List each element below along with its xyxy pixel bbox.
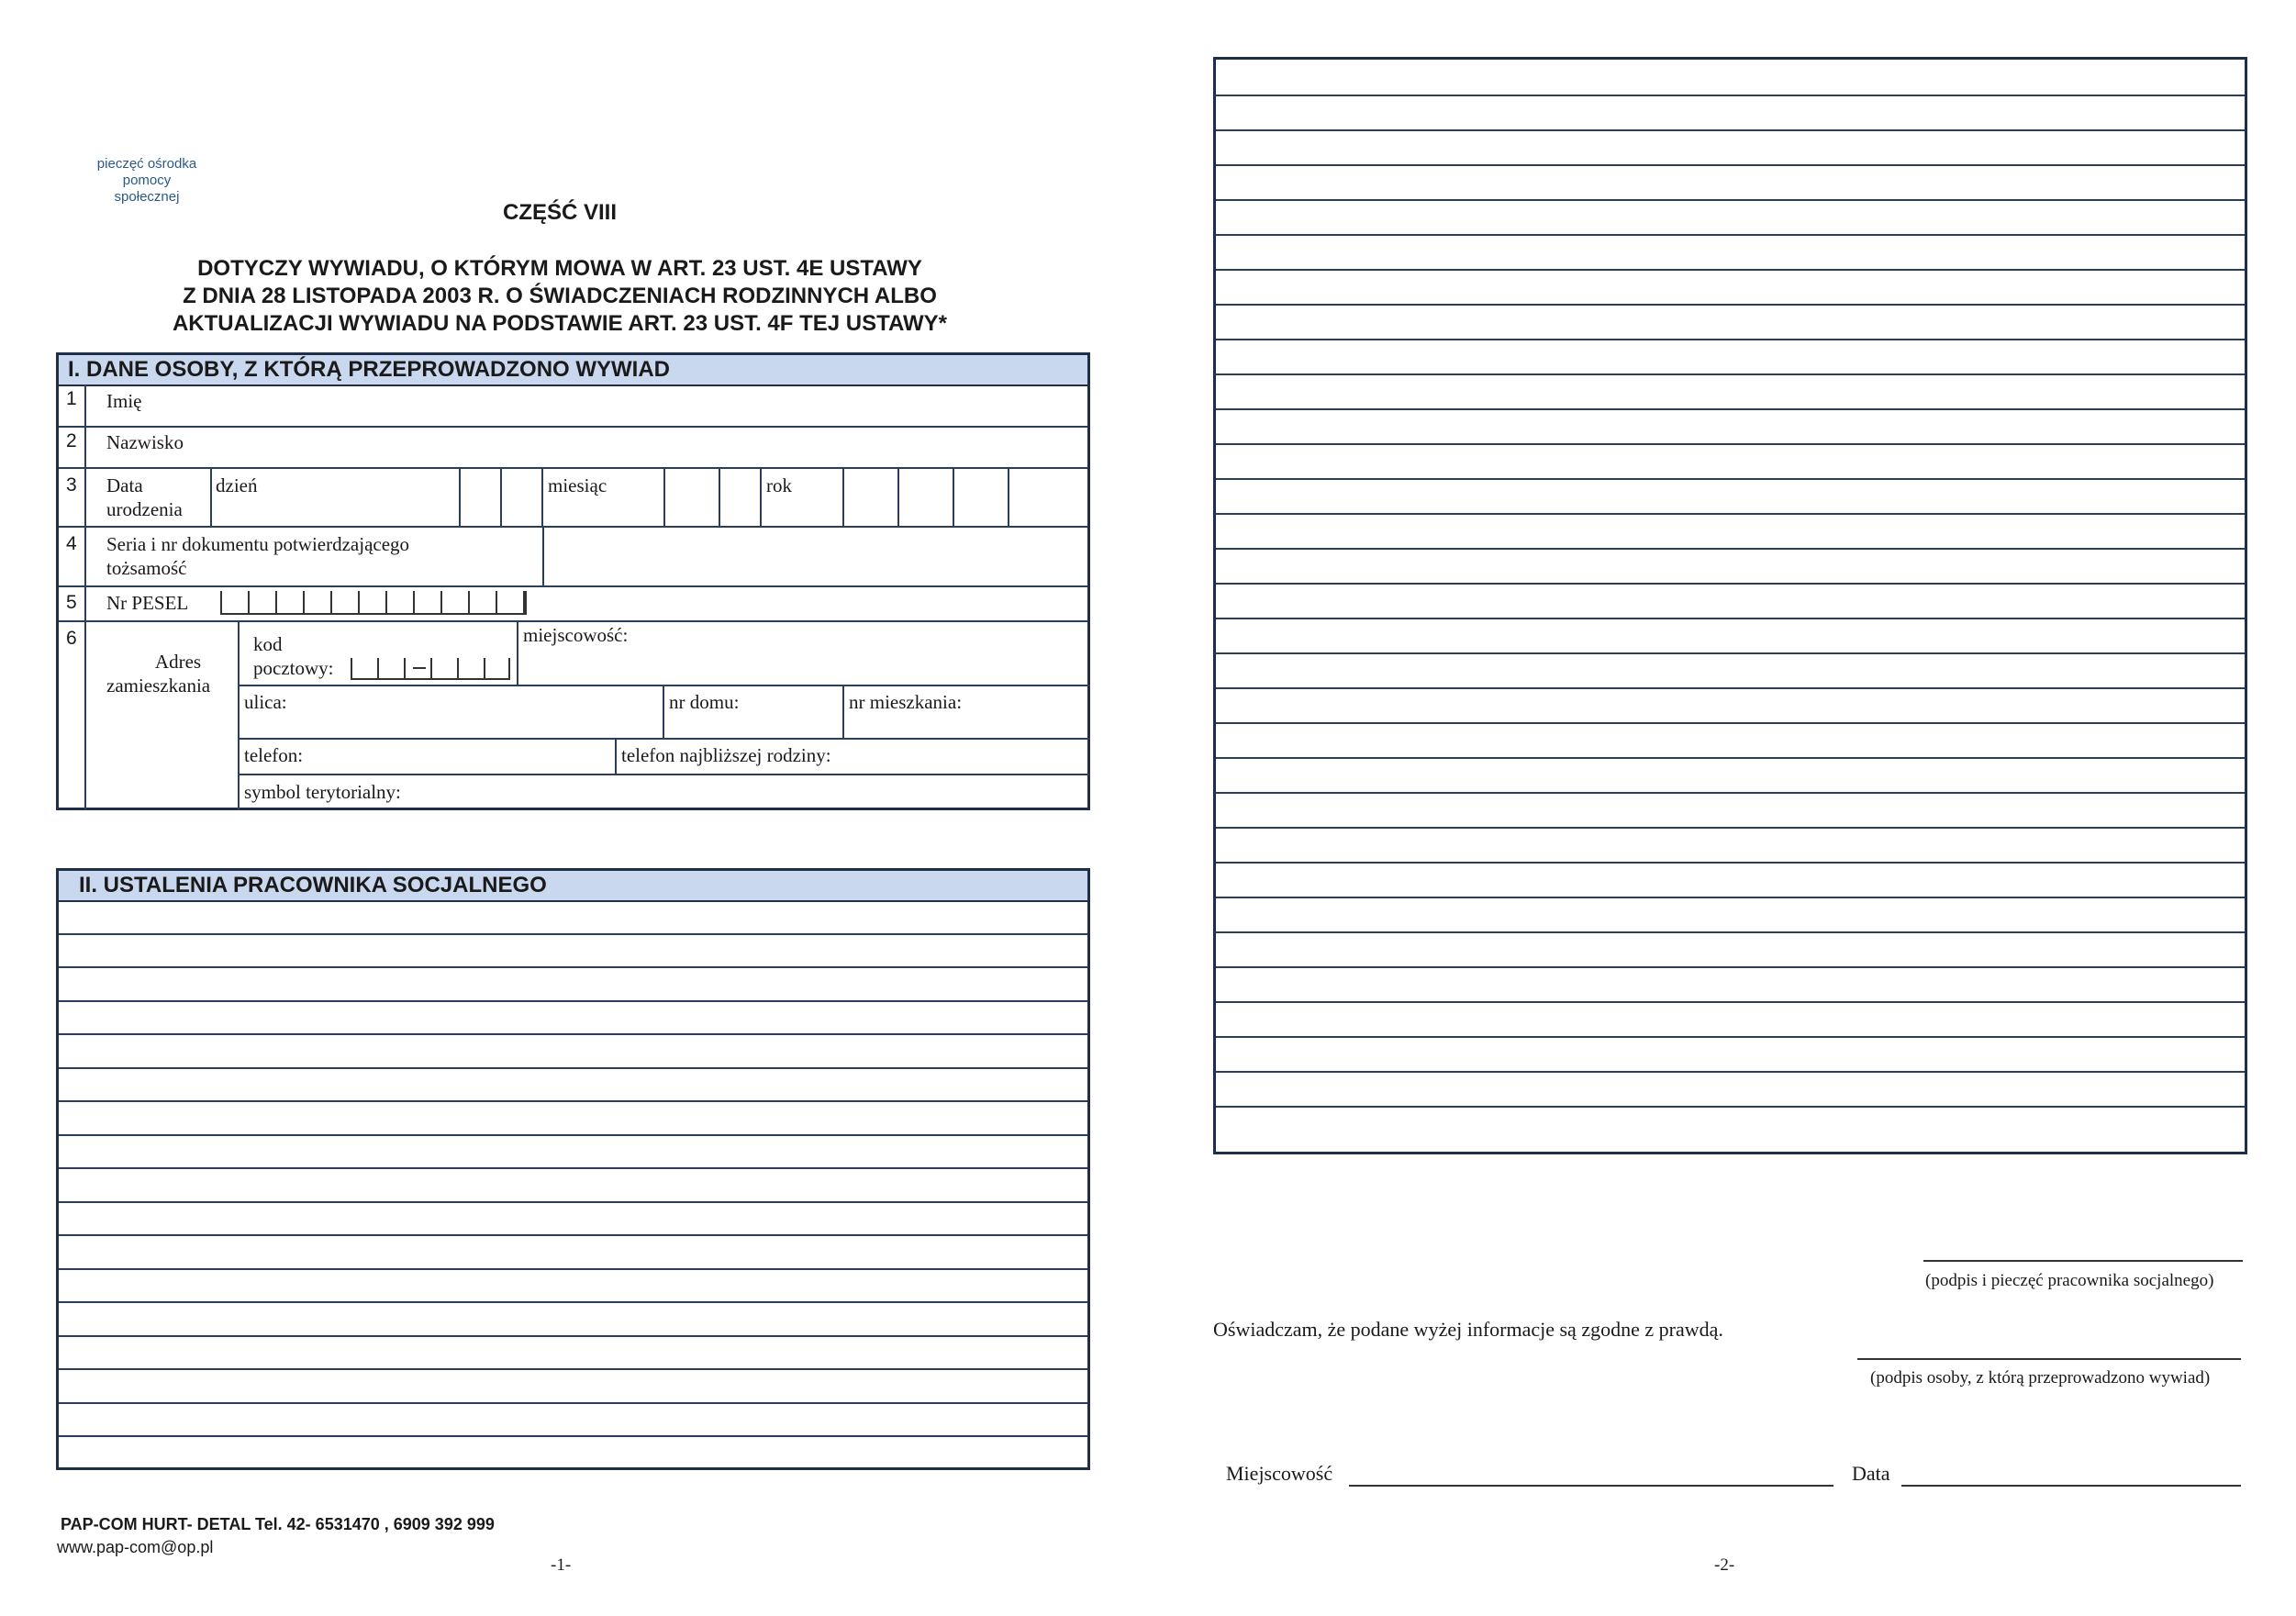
row-number: 1	[66, 388, 77, 409]
house-number-label: nr domu:	[669, 691, 740, 713]
stamp-placeholder: pieczęć ośrodka pomocy społecznej	[96, 156, 197, 205]
id-document-label: Seria i nr dokumentu potwierdzającego	[106, 533, 410, 555]
interviewee-signature-caption: (podpis osoby, z którą przeprowadzono wywiad)	[1870, 1368, 2211, 1388]
phone-label: telefon:	[244, 744, 304, 766]
city-label: miejscowość:	[523, 624, 629, 646]
year-label: rok	[766, 474, 792, 496]
place-line[interactable]	[1349, 1485, 1833, 1487]
apartment-number-label: nr mieszkania:	[849, 691, 963, 713]
publisher-website: www.pap-com@op.pl	[57, 1538, 214, 1556]
postal-code-label: kod	[253, 633, 283, 655]
month-label: miesiąc	[548, 474, 607, 496]
row-number: 5	[66, 592, 77, 613]
family-phone-label: telefon najbliższej rodziny:	[621, 744, 831, 766]
date-label: Data	[1852, 1462, 1890, 1485]
publisher-info: PAP-COM HURT- DETAL Tel. 42- 6531470 , 6909 392 999	[61, 1515, 495, 1533]
last-name-label: Nazwisko	[106, 431, 184, 453]
row-number: 3	[66, 474, 77, 496]
first-name-label: Imię	[106, 390, 142, 412]
row-number: 4	[66, 533, 77, 554]
document-heading: DOTYCZY WYWIADU, O KTÓRYM MOWA W ART. 23 UST. 4E USTAWY Z DNIA 28 LISTOPADA 2003 R. O ŚWIADCZENIACH RODZINNYCH ALBO AKTUALIZACJI WYWIADU NA PODSTAWIE ART. 23 UST. 4F TEJ USTAWY*	[172, 256, 948, 336]
row-number: 2	[66, 430, 77, 451]
postal-code-boxes[interactable]	[351, 658, 510, 680]
page-number-2: -2-	[1714, 1555, 1735, 1575]
part-title: CZĘŚĆ VIII	[502, 200, 618, 225]
page-number-1: -1-	[551, 1555, 572, 1575]
section-social-worker-findings	[56, 868, 1090, 1470]
section-personal-data: I. DANE OSOBY, Z KTÓRĄ PRZEPROWADZONO WYWIAD 1 2 3 4 5 6 Imię Nazwisko Data urodzenia dzień miesiąc rok Seria i nr dokumentu potwierdzającego tożsamość Nr PESEL Adres zamieszkania kod pocztowy: miejscowość: ulica: nr domu: nr mieszkania: telefon: telefon najbliższej rodziny: symbol terytorialny:	[56, 352, 1090, 810]
interviewee-signature-line[interactable]	[1857, 1358, 2241, 1360]
place-label: Miejscowość	[1226, 1462, 1333, 1485]
section-1-header: I. DANE OSOBY, Z KTÓRĄ PRZEPROWADZONO WYWIAD	[59, 355, 1087, 386]
street-label: ulica:	[244, 691, 287, 713]
address-label: Adres	[154, 651, 202, 673]
row-number: 6	[66, 628, 77, 649]
declaration-text: Oświadczam, że podane wyżej informacje są zgodne z prawdą.	[1213, 1318, 1723, 1341]
pesel-digit-boxes[interactable]	[220, 591, 527, 615]
social-worker-signature-caption: (podpis i pieczęć pracownika socjalnego)	[1925, 1271, 2214, 1290]
day-label: dzień	[216, 474, 258, 496]
social-worker-signature-line[interactable]	[1923, 1260, 2243, 1262]
birth-date-label: Data	[106, 474, 143, 496]
pesel-label: Nr PESEL	[106, 592, 189, 614]
continuation-lined-box	[1213, 57, 2247, 1154]
date-line[interactable]	[1901, 1485, 2241, 1487]
section-2-header: II. USTALENIA PRACOWNIKA SOCJALNEGO	[59, 871, 1087, 902]
territorial-symbol-label: symbol terytorialny:	[244, 781, 401, 803]
